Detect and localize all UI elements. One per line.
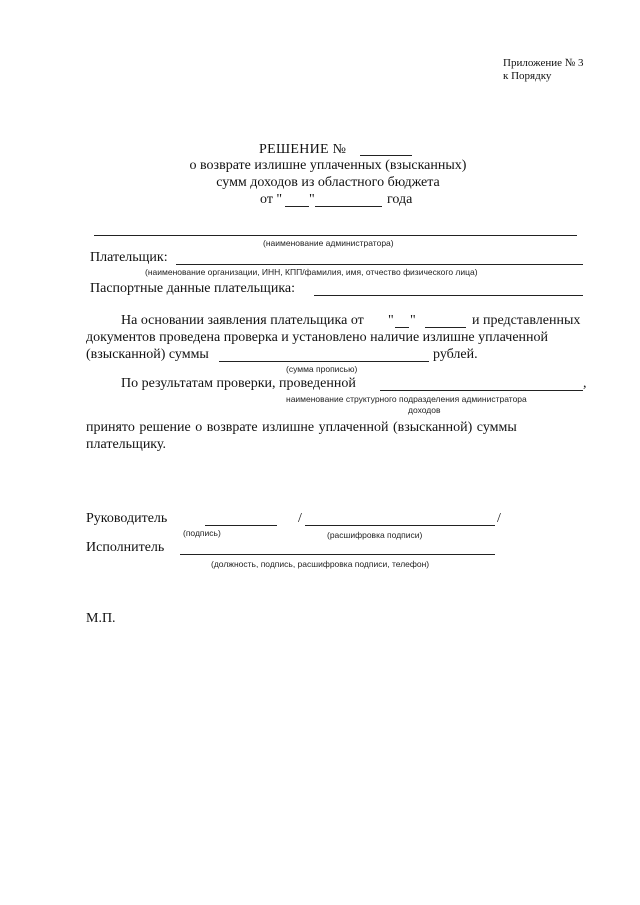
basis-quote-close: " [410,313,416,328]
division-caption-2: доходов [408,405,441,415]
decision-text-2: плательщику. [86,437,167,452]
executor-caption: (должность, подпись, расшифровка подписи, телефон) [211,559,430,569]
executor-label: Исполнитель [86,540,165,555]
sum-prefix: (взысканной) суммы [86,347,209,362]
passport-line [314,295,583,296]
date-prefix: от " [260,192,283,207]
check-comma: , [583,376,587,391]
seal-mark: М.П. [86,611,116,626]
decision-subtitle-1: о возврате излишне уплаченных (взысканных) [189,158,467,173]
sum-suffix: рублей. [433,347,478,362]
appendix-line-2: к Порядку [503,70,552,82]
basis-text-1: На основании заявления плательщика от [121,313,364,328]
date-quote-close: " [309,192,315,207]
payer-caption: (наименование организации, ИНН, КПП/фамилия, имя, отчество физического лица) [145,267,478,277]
sum-line [219,361,429,362]
head-signature-line [205,525,277,526]
basis-day-line [395,327,409,328]
administrator-line [94,235,577,236]
check-prefix: По результатам проверки, проведенной [121,376,356,391]
head-label: Руководитель [86,511,168,526]
decision-number-line [360,155,412,156]
date-day-line [285,206,309,207]
decode-caption: (расшифровка подписи) [327,530,423,540]
date-suffix: года [387,192,413,207]
division-line [380,390,583,391]
executor-line [180,554,495,555]
decision-text-1: принято решение о возврате излишне уплаченной (взысканной) суммы [86,420,517,435]
head-decode-line [305,525,495,526]
basis-text-2: и представленных [472,313,581,328]
decision-heading: РЕШЕНИЕ № [259,142,347,157]
slash-2: / [497,511,501,526]
appendix-line-1: Приложение № 3 [503,57,584,69]
slash-1: / [298,511,302,526]
basis-month-line [425,327,466,328]
payer-line [176,264,583,265]
date-month-line [315,206,382,207]
sign-caption: (подпись) [183,528,221,538]
sum-caption: (сумма прописью) [286,364,358,374]
payer-label: Плательщик: [90,250,168,265]
basis-line-2: документов проведена проверка и установлено наличие излишне уплаченной [86,330,549,345]
administrator-caption: (наименование администратора) [263,238,394,248]
division-caption-1: наименование структурного подразделения администратора [286,394,527,404]
decision-subtitle-2: сумм доходов из областного бюджета [216,175,440,190]
passport-label: Паспортные данные плательщика: [90,281,296,296]
basis-quote-open: " [388,313,394,328]
